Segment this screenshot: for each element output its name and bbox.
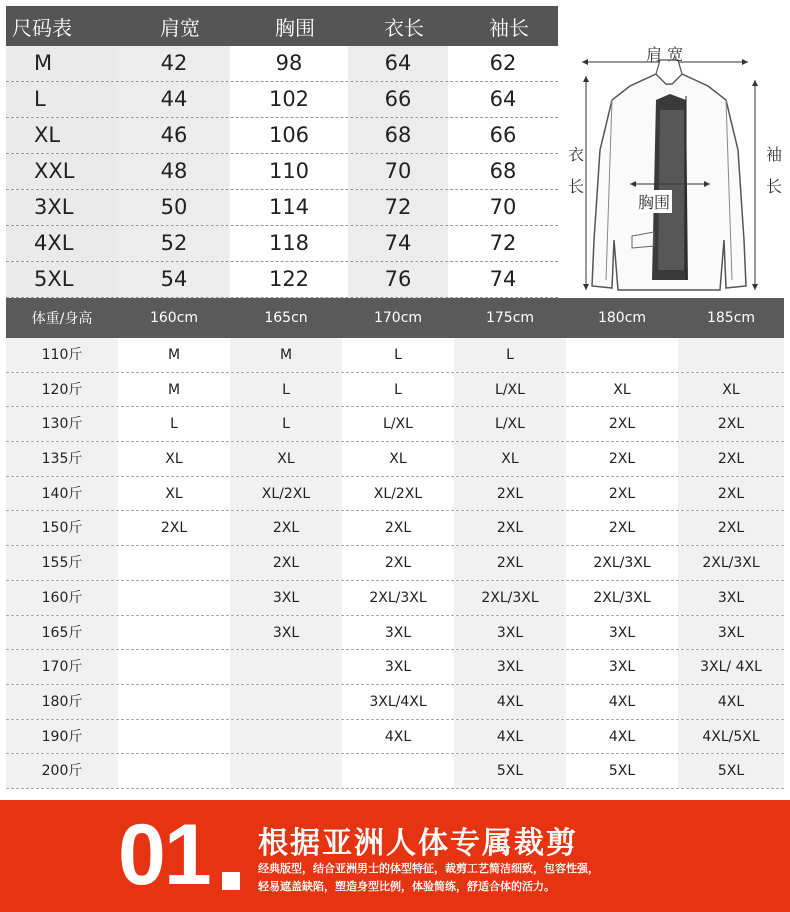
- size-row: [6, 262, 558, 298]
- weight-cell: L: [230, 373, 342, 407]
- weight-cell: L: [118, 407, 230, 441]
- weight-cell: [118, 754, 230, 788]
- size-cell: 44: [118, 82, 230, 117]
- weight-cell: 2XL/3XL: [342, 581, 454, 615]
- weight-cell: 4XL: [454, 685, 566, 719]
- weight-cell: XL: [230, 442, 342, 476]
- weight-cell: [342, 754, 454, 788]
- size-cell: 3XL: [6, 190, 118, 225]
- weight-cell: 160斤: [6, 581, 118, 615]
- weight-cell: [118, 650, 230, 684]
- size-cell: 72: [448, 226, 558, 261]
- weight-cell: M: [118, 373, 230, 407]
- size-header-cell: 衣长: [384, 15, 424, 40]
- weight-cell: 135斤: [6, 442, 118, 476]
- size-cell: XL: [6, 118, 118, 153]
- weight-cell: [118, 616, 230, 650]
- weight-cell: 3XL: [342, 650, 454, 684]
- size-cell: 50: [118, 190, 230, 225]
- weight-cell: 2XL: [230, 511, 342, 545]
- size-header-cell: 肩宽: [160, 15, 200, 40]
- weight-height-table: [6, 298, 784, 789]
- size-cell: 98: [230, 46, 348, 81]
- size-row: [6, 226, 558, 262]
- size-cell: 70: [448, 190, 558, 225]
- weight-row: [6, 477, 784, 512]
- weight-cell: 2XL: [454, 546, 566, 580]
- weight-cell: 2XL: [342, 546, 454, 580]
- weight-cell: 110斤: [6, 338, 118, 372]
- size-row: [6, 46, 558, 82]
- weight-cell: L: [454, 338, 566, 372]
- weight-cell: [118, 581, 230, 615]
- weight-cell: 2XL: [230, 546, 342, 580]
- size-cell: 102: [230, 82, 348, 117]
- weight-header-cell: 185cm: [706, 310, 756, 326]
- weight-cell: 2XL/3XL: [566, 581, 678, 615]
- weight-row: [6, 373, 784, 408]
- weight-cell: [230, 754, 342, 788]
- weight-cell: 2XL/3XL: [678, 546, 784, 580]
- size-cell: 62: [448, 46, 558, 81]
- weight-cell: 3XL: [230, 581, 342, 615]
- weight-cell: 4XL: [566, 685, 678, 719]
- weight-cell: 165斤: [6, 616, 118, 650]
- weight-row: [6, 720, 784, 755]
- size-cell: 42: [118, 46, 230, 81]
- weight-cell: L: [342, 373, 454, 407]
- banner-dot: [222, 872, 240, 890]
- weight-header-cell: 165cn: [264, 310, 308, 326]
- weight-cell: 170斤: [6, 650, 118, 684]
- weight-row: [6, 546, 784, 581]
- weight-cell: 2XL: [678, 442, 784, 476]
- weight-cell: 2XL: [678, 511, 784, 545]
- weight-cell: 3XL/4XL: [342, 685, 454, 719]
- weight-cell: 3XL: [678, 581, 784, 615]
- size-cell: 76: [348, 262, 448, 297]
- size-cell: 72: [348, 190, 448, 225]
- weight-cell: 5XL: [454, 754, 566, 788]
- jacket-diagram: [560, 40, 786, 296]
- weight-cell: 120斤: [6, 373, 118, 407]
- weight-row: [6, 754, 784, 789]
- weight-cell: L: [342, 338, 454, 372]
- size-cell: 66: [348, 82, 448, 117]
- weight-cell: [678, 338, 784, 372]
- weight-cell: L/XL: [342, 407, 454, 441]
- banner-subtitle-2: 轻易遮盖缺陷，塑造身型比例，体验简练，舒适合体的活力。: [258, 880, 555, 893]
- weight-row: [6, 407, 784, 442]
- weight-cell: 4XL: [566, 720, 678, 754]
- weight-cell: 140斤: [6, 477, 118, 511]
- size-row: [6, 82, 558, 118]
- weight-cell: [230, 685, 342, 719]
- size-cell: 5XL: [6, 262, 118, 297]
- weight-cell: L: [230, 407, 342, 441]
- jacket-icon: [560, 40, 786, 296]
- weight-row: [6, 511, 784, 546]
- weight-cell: [118, 546, 230, 580]
- weight-row: [6, 616, 784, 651]
- weight-cell: [118, 720, 230, 754]
- weight-cell: L/XL: [454, 373, 566, 407]
- weight-header-cell: 160cm: [149, 310, 199, 326]
- weight-cell: 2XL: [342, 511, 454, 545]
- sleeve-label-1: 袖: [766, 145, 783, 164]
- weight-cell: L/XL: [454, 407, 566, 441]
- weight-cell: XL/2XL: [342, 477, 454, 511]
- size-cell: 48: [118, 154, 230, 189]
- size-cell: 54: [118, 262, 230, 297]
- weight-table-header: [6, 298, 784, 338]
- size-cell: 74: [448, 262, 558, 297]
- weight-cell: 3XL: [678, 616, 784, 650]
- weight-cell: 2XL: [566, 442, 678, 476]
- banner-number: 01: [118, 807, 210, 903]
- weight-cell: 3XL: [342, 616, 454, 650]
- weight-cell: 180斤: [6, 685, 118, 719]
- weight-cell: 150斤: [6, 511, 118, 545]
- size-cell: 68: [448, 154, 558, 189]
- size-row: [6, 118, 558, 154]
- size-cell: 4XL: [6, 226, 118, 261]
- weight-cell: 4XL: [454, 720, 566, 754]
- weight-row: [6, 338, 784, 373]
- weight-cell: 4XL: [342, 720, 454, 754]
- weight-cell: 2XL/3XL: [454, 581, 566, 615]
- weight-cell: 2XL: [118, 511, 230, 545]
- weight-row: [6, 581, 784, 616]
- weight-cell: 5XL: [678, 754, 784, 788]
- size-cell: 106: [230, 118, 348, 153]
- weight-cell: 130斤: [6, 407, 118, 441]
- weight-cell: 3XL/ 4XL: [678, 650, 784, 684]
- chest-label: 胸围: [636, 190, 672, 213]
- weight-cell: XL: [566, 373, 678, 407]
- length-label-1: 衣: [568, 145, 585, 164]
- weight-cell: 2XL: [454, 511, 566, 545]
- banner-subtitle-1: 经典版型，结合亚洲男士的体型特征，裁剪工艺简洁细致，包容性强，: [258, 862, 599, 875]
- size-cell: 64: [448, 82, 558, 117]
- size-cell: 118: [230, 226, 348, 261]
- weight-cell: 3XL: [454, 650, 566, 684]
- size-cell: 52: [118, 226, 230, 261]
- size-cell: L: [6, 82, 118, 117]
- sleeve-label-2: 长: [766, 177, 783, 196]
- weight-cell: 4XL: [678, 685, 784, 719]
- shoulder-label: 肩 宽: [646, 45, 684, 64]
- weight-row: [6, 650, 784, 685]
- weight-row: [6, 685, 784, 720]
- size-header-cell: 胸围: [275, 15, 315, 40]
- size-cell: 64: [348, 46, 448, 81]
- size-cell: XXL: [6, 154, 118, 189]
- size-cell: 46: [118, 118, 230, 153]
- length-label-2: 长: [568, 177, 585, 196]
- weight-header-cell: 体重/身高: [31, 311, 93, 327]
- weight-cell: [566, 338, 678, 372]
- weight-cell: 2XL: [454, 477, 566, 511]
- size-cell: 114: [230, 190, 348, 225]
- weight-cell: [230, 650, 342, 684]
- size-header-cell: 尺码表: [12, 15, 72, 40]
- weight-header-cell: 175cm: [485, 310, 535, 326]
- size-cell: M: [6, 46, 118, 81]
- size-table: [6, 6, 558, 298]
- weight-cell: M: [230, 338, 342, 372]
- size-row: [6, 154, 558, 190]
- weight-cell: 3XL: [566, 616, 678, 650]
- weight-header-cell: 180cm: [597, 310, 647, 326]
- weight-cell: 3XL: [230, 616, 342, 650]
- weight-cell: 3XL: [454, 616, 566, 650]
- weight-header-cell: 170cm: [373, 310, 423, 326]
- size-cell: 68: [348, 118, 448, 153]
- weight-row: [6, 442, 784, 477]
- size-cell: 70: [348, 154, 448, 189]
- size-cell: 122: [230, 262, 348, 297]
- weight-cell: 155斤: [6, 546, 118, 580]
- weight-cell: 2XL: [566, 407, 678, 441]
- weight-cell: XL/2XL: [230, 477, 342, 511]
- size-cell: 110: [230, 154, 348, 189]
- weight-cell: M: [118, 338, 230, 372]
- weight-cell: [118, 685, 230, 719]
- banner-title: 根据亚洲人体专属裁剪: [258, 826, 578, 861]
- weight-cell: 190斤: [6, 720, 118, 754]
- weight-cell: [230, 720, 342, 754]
- size-cell: 66: [448, 118, 558, 153]
- weight-cell: XL: [118, 477, 230, 511]
- weight-cell: XL: [342, 442, 454, 476]
- weight-cell: XL: [118, 442, 230, 476]
- size-row: [6, 190, 558, 226]
- weight-cell: XL: [454, 442, 566, 476]
- weight-cell: 2XL: [566, 477, 678, 511]
- weight-cell: XL: [678, 373, 784, 407]
- weight-cell: 5XL: [566, 754, 678, 788]
- weight-cell: 2XL: [566, 511, 678, 545]
- weight-cell: 4XL/5XL: [678, 720, 784, 754]
- weight-cell: 200斤: [6, 754, 118, 788]
- size-table-header: [6, 6, 558, 46]
- weight-cell: 2XL/3XL: [566, 546, 678, 580]
- weight-cell: 2XL: [678, 477, 784, 511]
- size-header-cell: 袖长: [489, 15, 529, 40]
- size-cell: 74: [348, 226, 448, 261]
- weight-cell: 3XL: [566, 650, 678, 684]
- weight-cell: 2XL: [678, 407, 784, 441]
